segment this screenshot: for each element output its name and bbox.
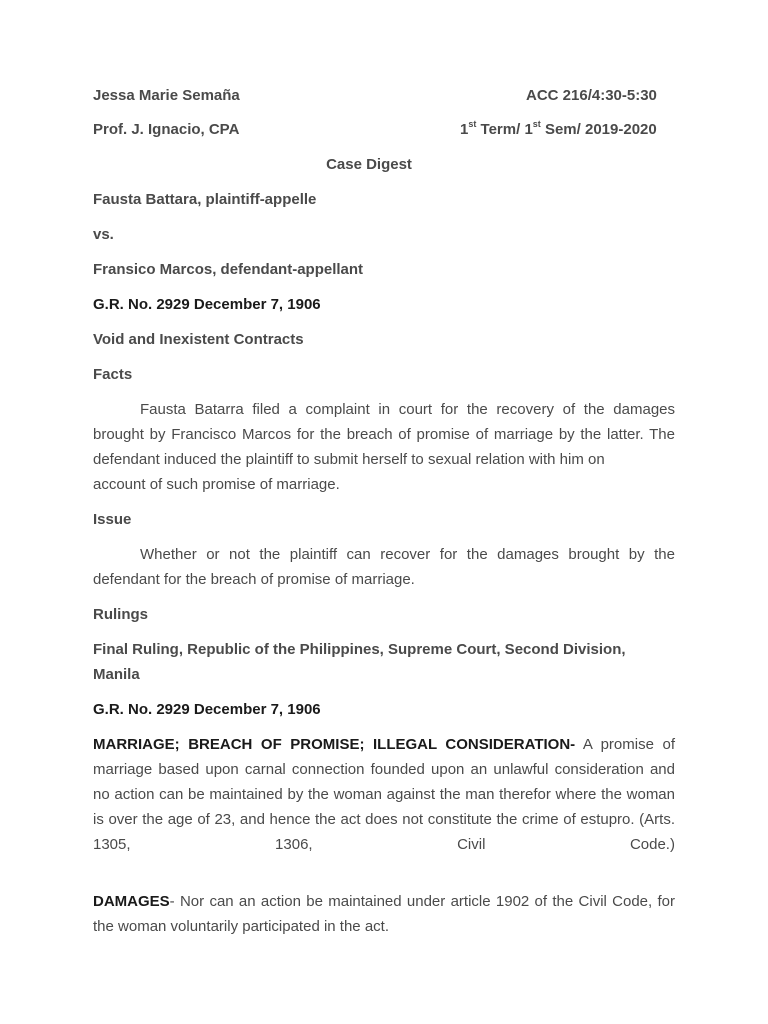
versus: vs. [93, 226, 114, 243]
syllabus-line [93, 732, 675, 757]
issue-line: defendant for the breach of promise of marriage. [93, 571, 415, 588]
issue-heading: Issue [93, 511, 132, 528]
facts-heading: Facts [93, 366, 133, 383]
facts-paragraph [93, 397, 675, 497]
syllabus-damages-first: - Nor can an action be maintained under article 1902 of the Civil Code, for [169, 893, 675, 910]
syllabus-marriage-first: A promise of [575, 736, 675, 753]
syllabus-line [93, 889, 675, 914]
syllabus-line: the woman voluntarily participated in the act. [93, 918, 389, 935]
syllabus-marriage [93, 732, 675, 857]
citation-word: Code.) [629, 836, 675, 853]
citation-word: Civil [457, 836, 486, 853]
citation-word: 1305, [93, 836, 131, 853]
course-code: ACC 216/4:30-5:30 [526, 87, 657, 104]
document-title: Case Digest [326, 156, 412, 173]
facts-line: account of such promise of marriage. [93, 476, 340, 493]
issue-line: Whether or not the plaintiff can recover for the damages brought by the [140, 546, 675, 563]
sem-label: Sem/ 2019-2020 [540, 121, 657, 138]
sem-superscript: st [532, 119, 541, 129]
sem-number: 1 [524, 121, 533, 138]
term-number: 1 [460, 121, 469, 138]
facts-line: brought by Francisco Marcos for the breach of promise of marriage by the latter. The [93, 426, 675, 443]
term-label: Term/ [476, 121, 525, 138]
syllabus-line: is over the age of 23, and hence the act does not constitute the crime of estupro. (Arts. [93, 811, 675, 828]
topic: Void and Inexistent Contracts [93, 331, 304, 348]
syllabus-line: marriage based upon carnal connection founded upon an unlawful consideration and [93, 761, 675, 778]
case-number: G.R. No. 2929 December 7, 1906 [93, 296, 321, 313]
syllabus-line: no action can be maintained by the woman against the man therefor where the woman [93, 786, 675, 803]
court-line-2: Manila [93, 666, 140, 683]
syllabus-marriage-lead: MARRIAGE; BREACH OF PROMISE; ILLEGAL CONSIDERATION- [93, 736, 576, 753]
plaintiff: Fausta Battara, plaintiff-appelle [93, 191, 317, 208]
facts-line: Fausta Batarra filed a complaint in court for the recovery of the damages [140, 401, 675, 418]
syllabus-line-last [93, 832, 675, 857]
defendant: Fransico Marcos, defendant-appellant [93, 261, 364, 278]
term-superscript: st [468, 119, 477, 129]
term-semester [460, 120, 657, 140]
professor-name: Prof. J. Ignacio, CPA [93, 121, 240, 138]
facts-line: defendant induced the plaintiff to submit herself to sexual relation with him on [93, 451, 605, 468]
issue-paragraph [93, 542, 675, 592]
rulings-case-number: G.R. No. 2929 December 7, 1906 [93, 701, 321, 718]
rulings-heading: Rulings [93, 606, 148, 623]
court-line-1: Final Ruling, Republic of the Philippines, Supreme Court, Second Division, [93, 641, 626, 658]
document-page [93, 0, 675, 1024]
syllabus-damages-lead: DAMAGES [93, 893, 170, 910]
syllabus-damages [93, 889, 675, 939]
student-name: Jessa Marie Semaña [93, 87, 240, 104]
citation-word: 1306, [275, 836, 313, 853]
